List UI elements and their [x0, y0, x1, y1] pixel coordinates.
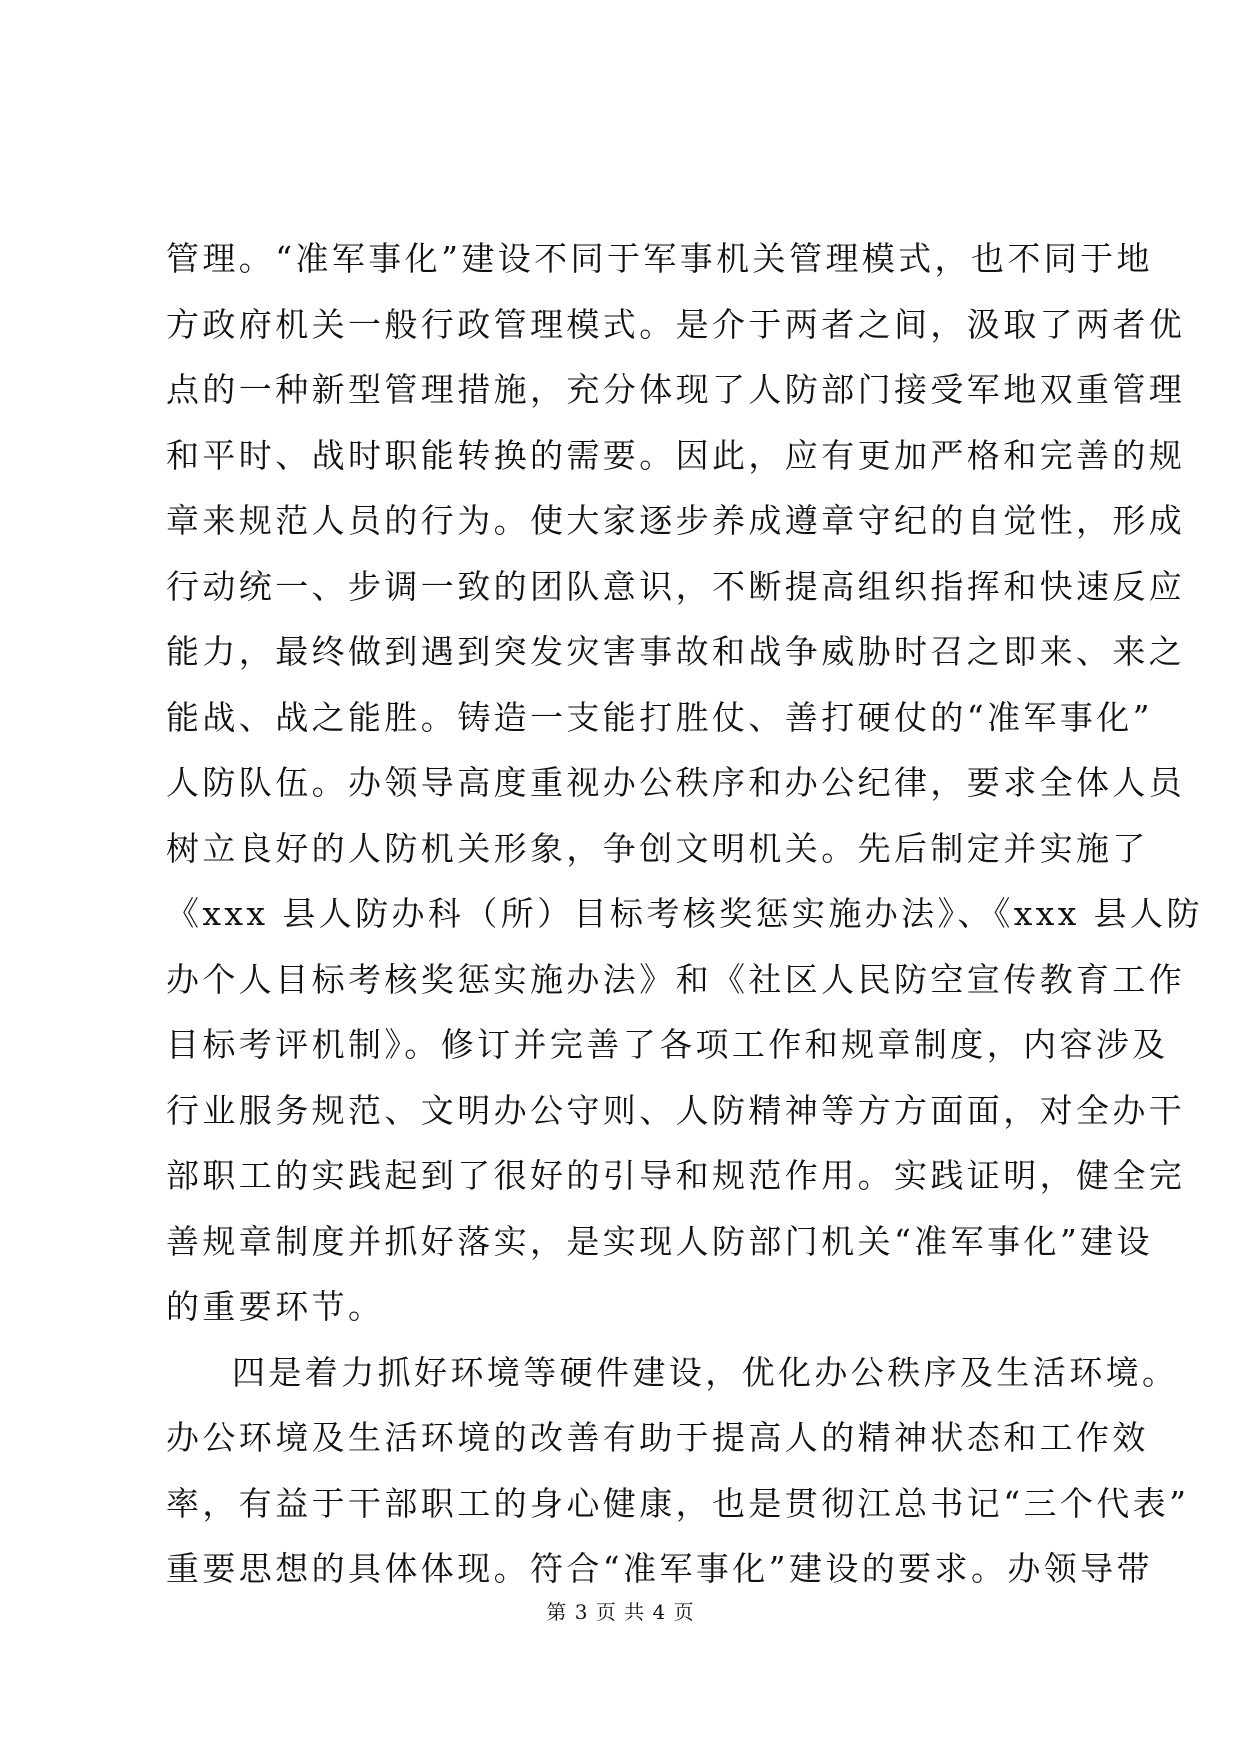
text-line: 行动统一、步调一致的团队意识，不断提高组织指挥和快速反应 [166, 566, 1186, 606]
text-line: 章来规范人员的行为。使大家逐步养成遵章守纪的自觉性，形成 [166, 501, 1186, 540]
text-line: 《xxx 县人防办科（所）目标考核奖惩实施办法》、《xxx 县人防 [166, 894, 1203, 933]
text-line: 重要思想的具体体现。符合“准军事化”建设的要求。办领导带 [166, 1549, 1153, 1588]
text-line: 和平时、战时职能转换的需要。因此，应有更加严格和完善的规 [166, 435, 1186, 475]
text-line: 的重要环节。 [166, 1287, 385, 1326]
text-line: 人防队伍。办领导高度重视办公秩序和办公纪律，要求全体人员 [166, 763, 1186, 802]
text-line: 方政府机关一般行政管理模式。是介于两者之间，汲取了两者优 [166, 304, 1186, 344]
text-line: 办个人目标考核奖惩实施办法》和《社区人民防空宣传教育工作 [166, 959, 1186, 999]
text-line: 部职工的实践起到了很好的引导和规范作用。实践证明，健全完 [166, 1156, 1186, 1195]
text-line: 能战、战之能胜。铸造一支能打胜仗、善打硬仗的“准军事化” [166, 697, 1153, 737]
text-line: 树立良好的人防机关形象，争创文明机关。先后制定并实施了 [166, 828, 1149, 868]
text-line: 善规章制度并抓好落实，是实现人防部门机关“准军事化”建设 [166, 1221, 1153, 1261]
text-line: 管理。“准军事化”建设不同于军事机关管理模式，也不同于地 [166, 239, 1153, 278]
text-line: 行业服务规范、文明办公守则、人防精神等方方面面，对全办干 [166, 1090, 1186, 1130]
text-line: 点的一种新型管理措施，充分体现了人防部门接受军地双重管理 [166, 370, 1186, 409]
body-text [166, 226, 1203, 1602]
page-number-footer: 第 3 页 共 4 页 [546, 1600, 695, 1624]
text-line: 办公环境及生活环境的改善有助于提高人的精神状态和工作效 [166, 1418, 1149, 1457]
paragraph-start-line: 四是着力抓好环境等硬件建设，优化办公秩序及生活环境。 [232, 1352, 1179, 1392]
text-line: 率，有益于干部职工的身心健康，也是贯彻江总书记“三个代表” [166, 1483, 1190, 1523]
text-line: 目标考评机制》。修订并完善了各项工作和规章制度，内容涉及 [166, 1025, 1169, 1064]
text-line: 能力，最终做到遇到突发灾害事故和战争威胁时召之即来、来之 [166, 632, 1186, 671]
